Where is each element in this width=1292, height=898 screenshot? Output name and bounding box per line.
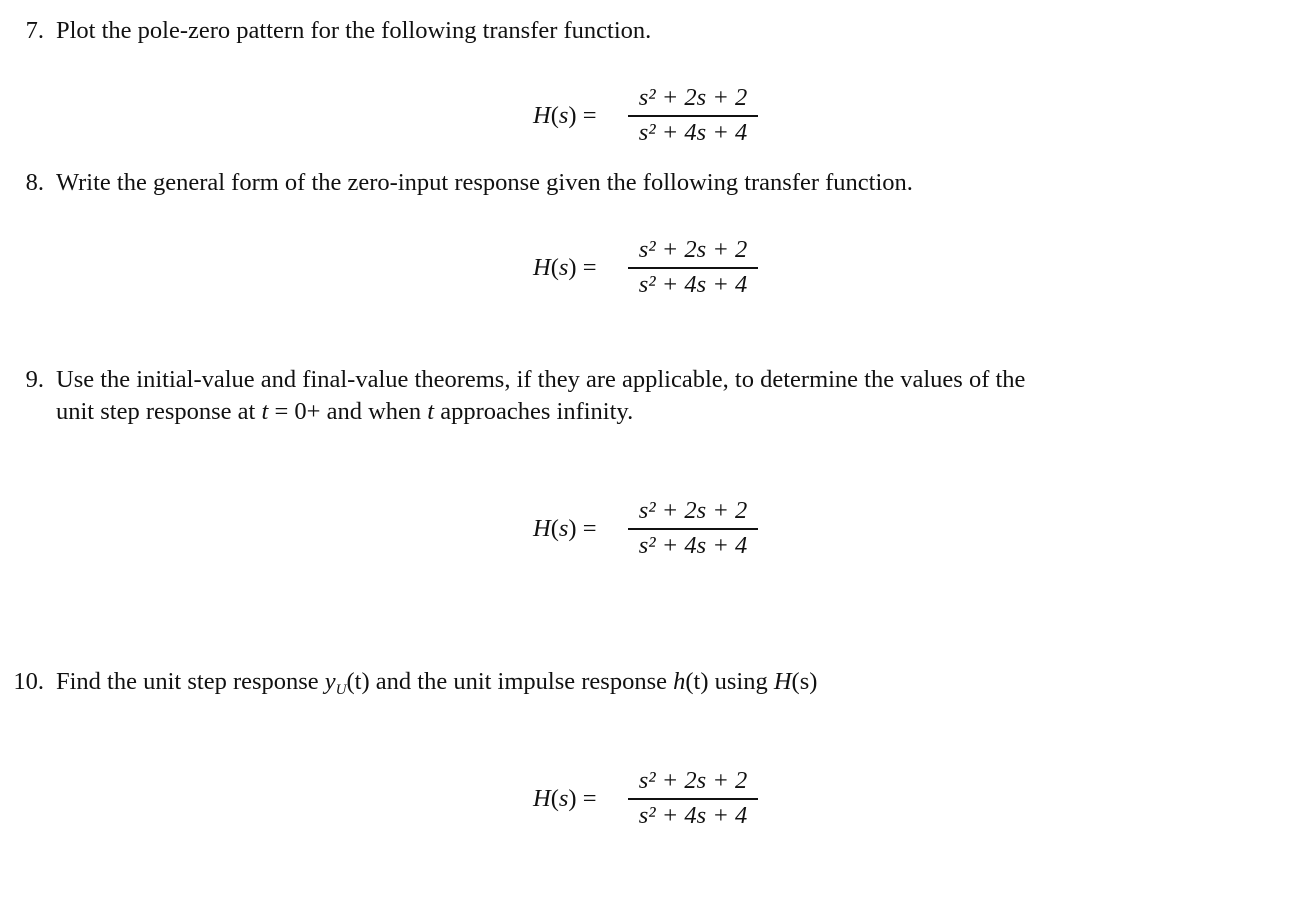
numerator: s² + 2s + 2 (638, 236, 748, 263)
problem-number: 9. (25, 366, 44, 393)
equation-lhs: H(s) = (533, 785, 597, 812)
transfer-function-equation-7 (533, 81, 773, 151)
problem-number: 10. (13, 668, 44, 695)
fraction-bar (628, 115, 758, 117)
fraction-bar (628, 528, 758, 530)
fraction (628, 233, 758, 303)
transfer-function-equation-8 (533, 233, 773, 303)
problem-number: 8. (25, 169, 44, 196)
transfer-function-equation-9 (533, 494, 773, 564)
fraction (628, 494, 758, 564)
denominator: s² + 4s + 4 (638, 119, 748, 146)
equation-lhs: H(s) = (533, 515, 597, 542)
equation-lhs: H(s) = (533, 102, 597, 129)
fraction (628, 81, 758, 151)
denominator: s² + 4s + 4 (638, 271, 748, 298)
problem-text: Find the unit step response $y_U(t)$ and the unit impulse response h(t) using H(s) (56, 668, 818, 698)
fraction-bar (628, 798, 758, 800)
problem-text-line-2: unit step response at t = 0+ and when t approaches infinity. (56, 398, 634, 425)
denominator: s² + 4s + 4 (638, 802, 748, 829)
problem-text-line-1: Use the initial-value and final-value theorems, if they are applicable, to determine the values of the (56, 366, 1026, 393)
denominator: s² + 4s + 4 (638, 532, 748, 559)
problem-number: 7. (25, 17, 44, 44)
numerator: s² + 2s + 2 (638, 84, 748, 111)
problem-text: Plot the pole-zero pattern for the following transfer function. (56, 17, 652, 44)
numerator: s² + 2s + 2 (638, 497, 748, 524)
problem-text: Write the general form of the zero-input response given the following transfer function. (56, 169, 913, 196)
fraction (628, 764, 758, 834)
numerator: s² + 2s + 2 (638, 767, 748, 794)
equation-lhs: H(s) = (533, 254, 597, 281)
problem-text (56, 364, 1240, 428)
transfer-function-equation-10 (533, 764, 773, 834)
fraction-bar (628, 267, 758, 269)
